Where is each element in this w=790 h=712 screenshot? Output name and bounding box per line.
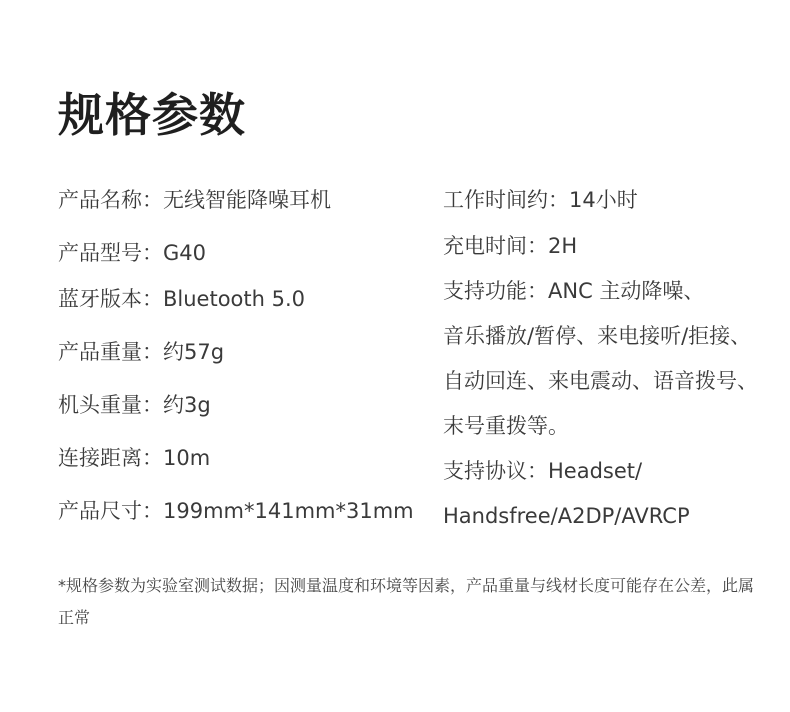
spec-working-time: 工作时间约：14小时: [443, 188, 638, 212]
spec-product-weight: 产品重量：约57g: [58, 340, 225, 364]
footnote-disclaimer: *规格参数为实验室测试数据；因测量温度和环境等因素，产品重量与线材长度可能存在公差，此属正常: [58, 576, 755, 627]
spec-protocols-line-1: 支持协议：Headset/: [443, 459, 643, 483]
spec-protocols-line-2: Handsfree/A2DP/AVRCP: [443, 504, 690, 528]
spec-charging-time: 充电时间：2H: [443, 234, 578, 258]
spec-connection-range: 连接距离：10m: [58, 446, 211, 470]
spec-features-line-3: 自动回连、来电震动、语音拨号、: [443, 369, 758, 393]
page-title: 规格参数: [58, 88, 246, 142]
spec-features-line-1: 支持功能：ANC 主动降噪、: [443, 279, 705, 303]
spec-bluetooth-version: 蓝牙版本：Bluetooth 5.0: [58, 287, 306, 311]
spec-dimensions: 产品尺寸：199mm*141mm*31mm: [58, 499, 414, 523]
spec-head-weight: 机头重量：约3g: [58, 393, 211, 417]
spec-features-line-4: 末号重拨等。: [443, 414, 569, 438]
spec-product-name: 产品名称：无线智能降噪耳机: [58, 188, 331, 212]
spec-model: 产品型号：G40: [58, 241, 206, 265]
spec-features-line-2: 音乐播放/暂停、来电接听/拒接、: [443, 324, 752, 348]
